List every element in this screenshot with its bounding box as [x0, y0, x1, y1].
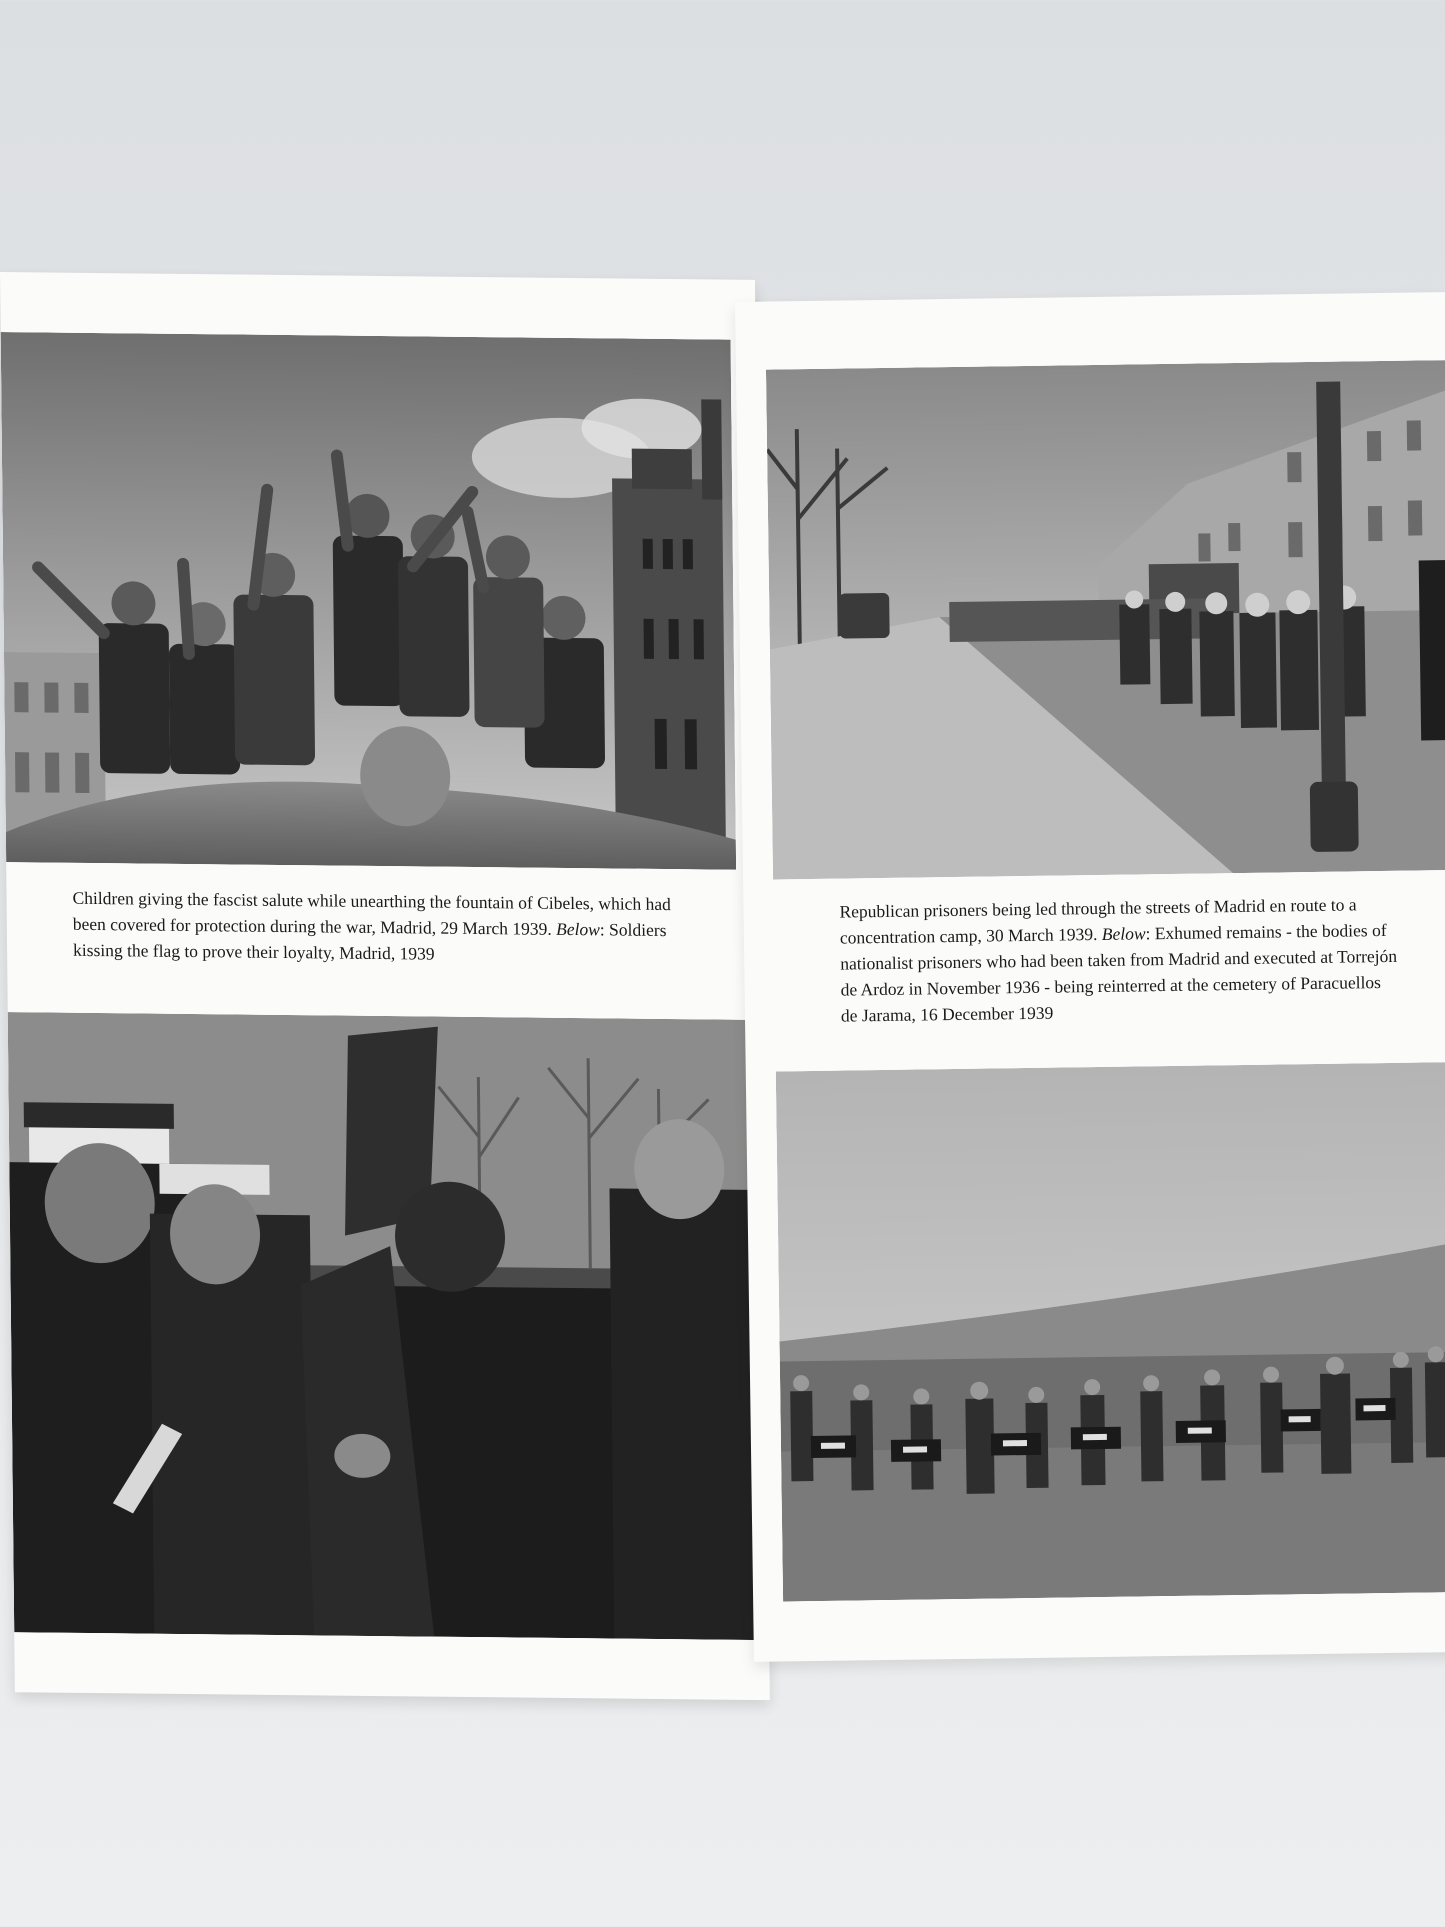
right-top-caption: Republican prisoners being led through the streets of Madrid en route to a concentration camp, 30 March 1939.	[839, 894, 1357, 948]
right-below-caption: : Exhumed remains - the bodies of nationalist prisoners who had been taken from Madrid and executed at Torrejón de Ardoz in November 1936 - being reinterred at the cemetery of Paracuellos de Jarama, 16 December 1939	[840, 919, 1398, 1026]
left-page	[0, 272, 770, 1700]
photo-prisoners-street	[766, 360, 1445, 879]
left-below-caption: : Soldiers kissing the flag to prove their loyalty, Madrid, 1939	[72, 919, 667, 964]
right-page	[735, 292, 1445, 1662]
photo-reinterment	[776, 1062, 1445, 1601]
right-caption	[839, 891, 1401, 1029]
photo-children-cibeles	[1, 332, 737, 870]
left-below-label: Below	[555, 918, 600, 940]
photo-soldiers-flag	[8, 1012, 754, 1640]
left-top-caption: Children giving the fascist salute while unearthing the fountain of Cibeles, which had been covered for protection during the war, Madrid, 29 March 1939.	[72, 887, 671, 939]
left-caption	[72, 885, 693, 970]
right-below-label: Below	[1101, 923, 1146, 944]
